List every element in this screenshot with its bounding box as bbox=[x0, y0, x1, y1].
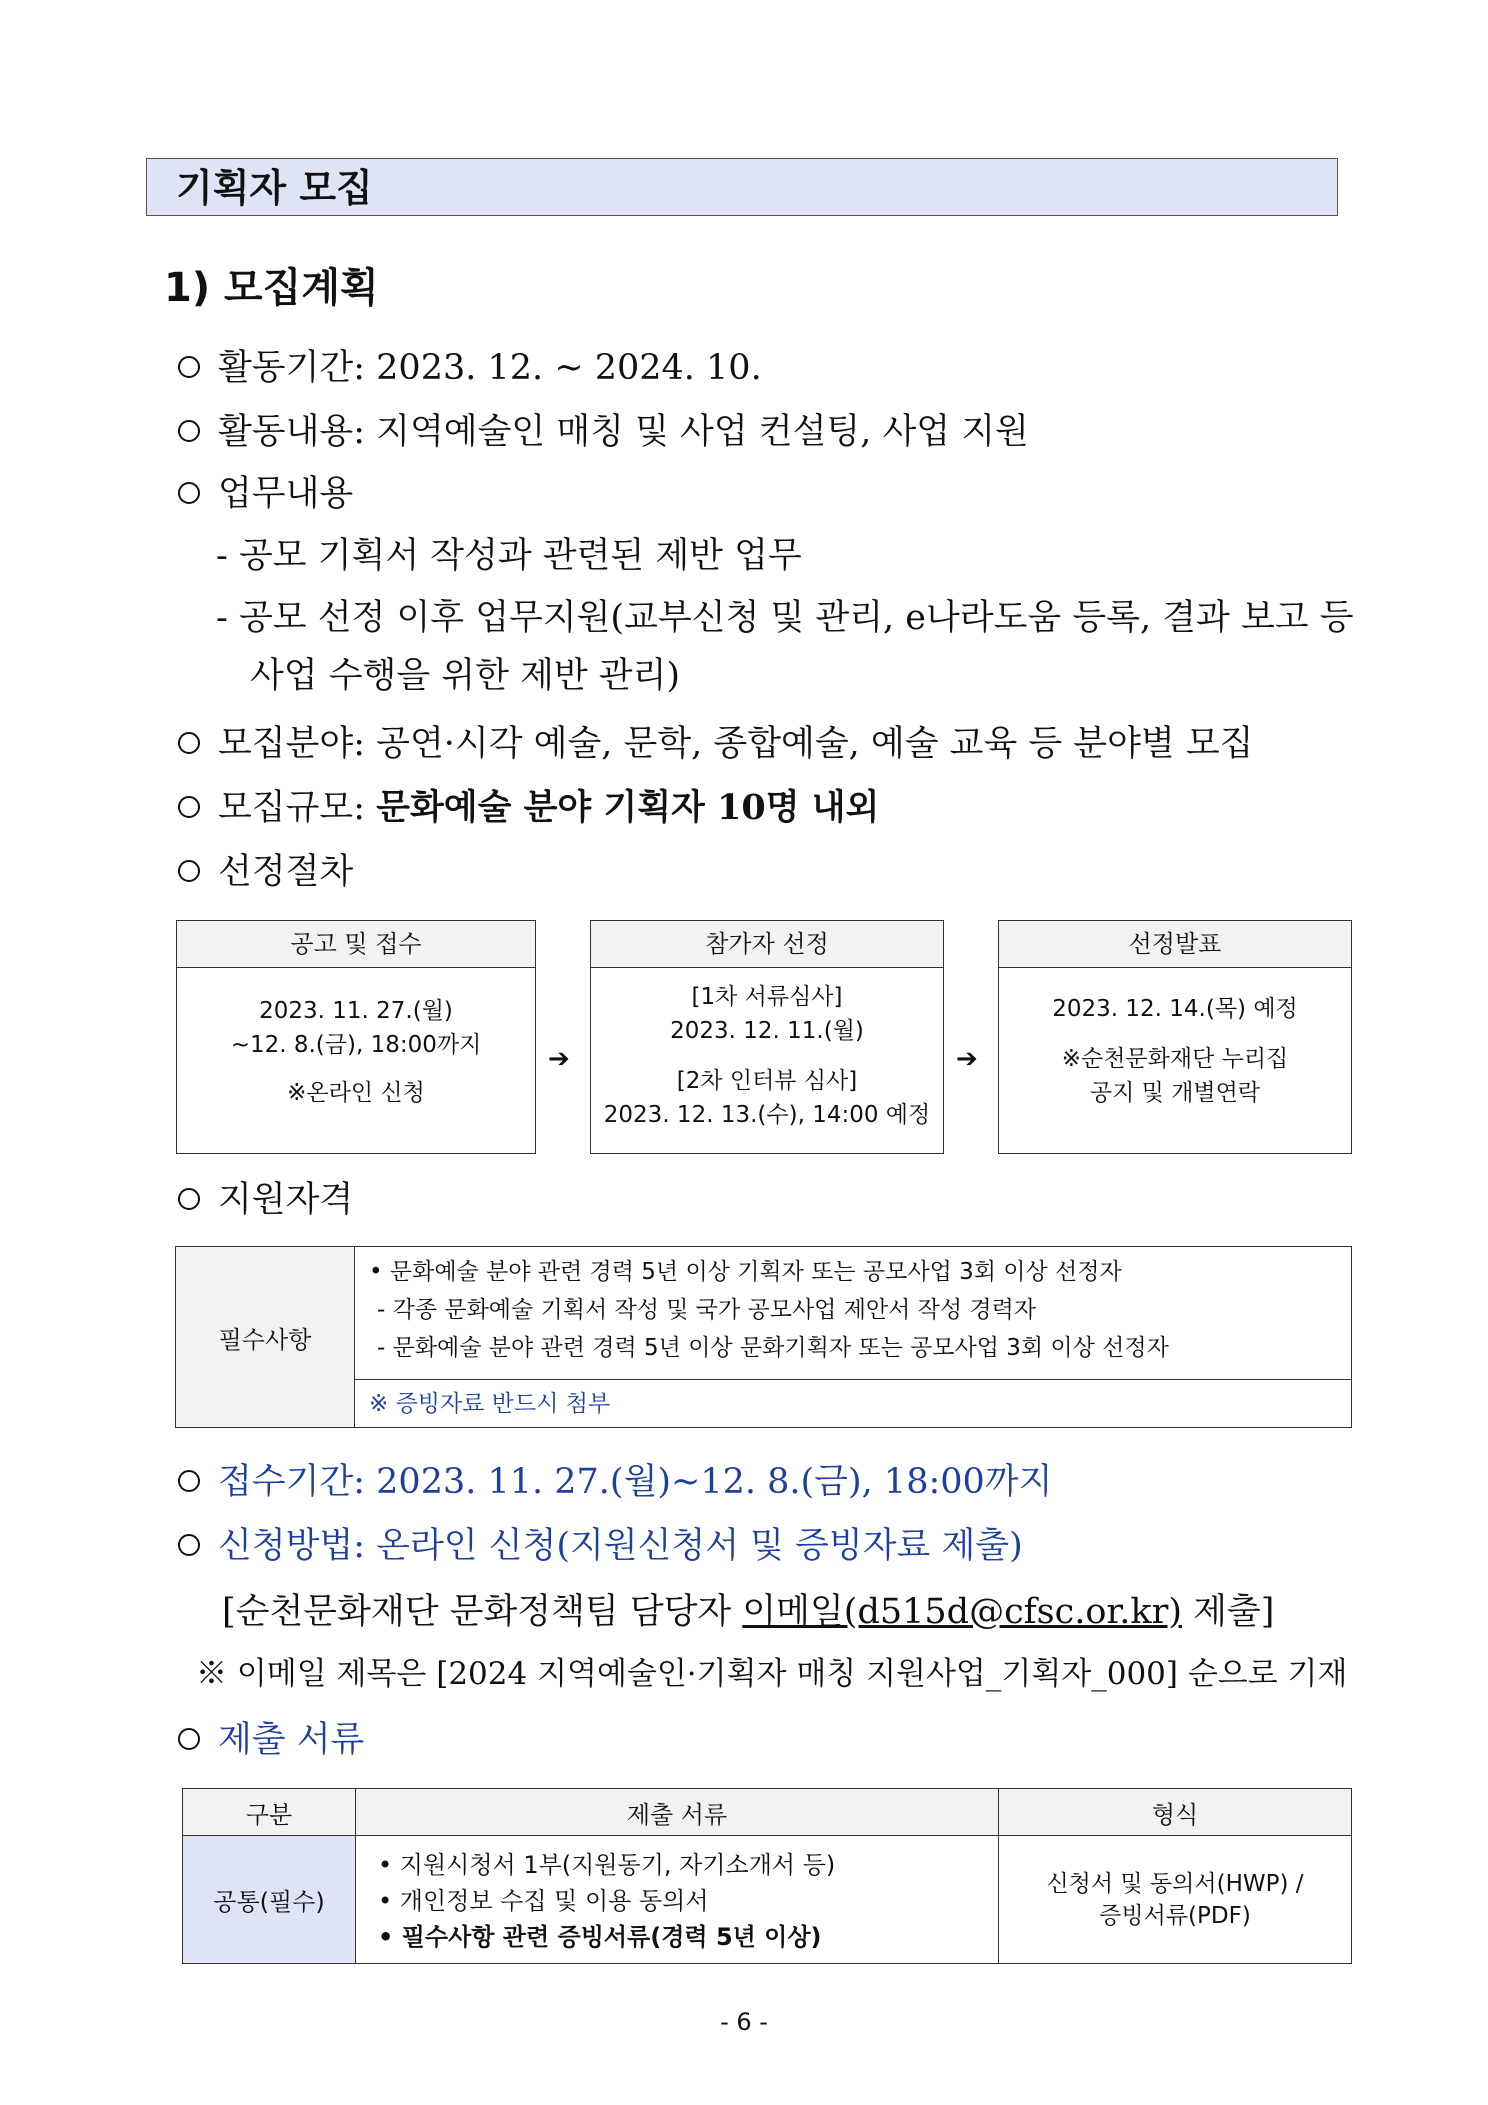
flow-step-line: 2023. 12. 11.(월) bbox=[670, 1018, 864, 1044]
documents-table bbox=[182, 1788, 1352, 1964]
circle-bullet-icon bbox=[178, 860, 200, 882]
flow-step-announcement bbox=[176, 920, 536, 1154]
flow-step-line: ~12. 8.(금), 18:00까지 bbox=[230, 1032, 482, 1058]
flow-step-line: 2023. 11. 27.(월) bbox=[259, 998, 453, 1024]
flow-step-line: 공지 및 개별연락 bbox=[1089, 1080, 1261, 1106]
circle-bullet-icon bbox=[178, 420, 200, 442]
qualification-label: 지원자격 bbox=[178, 1178, 353, 1222]
arrow-right-icon: ➔ bbox=[956, 1044, 978, 1074]
document-item: • 개인정보 수집 및 이용 동의서 bbox=[378, 1886, 709, 1915]
circle-bullet-icon bbox=[178, 1728, 200, 1750]
column-header-category: 구분 bbox=[183, 1789, 356, 1836]
activity-content: 활동내용: 지역예술인 매칭 및 사업 컨설팅, 사업 지원 bbox=[178, 410, 1029, 454]
flow-step-line: [2차 인터뷰 심사] bbox=[676, 1068, 858, 1094]
document-format: 증빙서류(PDF) bbox=[1099, 1902, 1251, 1929]
email-subject-note: ※ 이메일 제목은 [2024 지역예술인·기획자 매칭 지원사업_기획자_000] 순으로 기재 bbox=[196, 1656, 1348, 1692]
circle-bullet-icon bbox=[178, 1470, 200, 1492]
document-item: • 필수사항 관련 증빙서류(경력 5년 이상) bbox=[378, 1922, 822, 1951]
flow-step-line: 2023. 12. 14.(목) 예정 bbox=[1052, 996, 1298, 1022]
arrow-right-icon: ➔ bbox=[548, 1044, 570, 1074]
flow-step-head: 공고 및 접수 bbox=[177, 921, 535, 968]
qualification-line: - 문화예술 분야 관련 경력 5년 이상 문화기획자 또는 공모사업 3회 이상 선정자 bbox=[377, 1335, 1169, 1361]
circle-bullet-icon bbox=[178, 356, 200, 378]
document-item: • 지원시청서 1부(지원동기, 자기소개서 등) bbox=[378, 1850, 836, 1879]
recruit-scale: 모집규모: 문화예술 분야 기획자 10명 내외 bbox=[178, 786, 879, 830]
column-header-format: 형식 bbox=[999, 1789, 1352, 1836]
circle-bullet-icon bbox=[178, 482, 200, 504]
circle-bullet-icon bbox=[178, 796, 200, 818]
qualification-line: • 문화예술 분야 관련 경력 5년 이상 기획자 또는 공모사업 3회 이상 선정자 bbox=[369, 1259, 1122, 1285]
duty-item-2: - 공모 선정 이후 업무지원(교부신청 및 관리, e나라도움 등록, 결과 보고 등 bbox=[216, 598, 1354, 638]
circle-bullet-icon bbox=[178, 1534, 200, 1556]
qualification-note: ※ 증빙자료 반드시 첨부 bbox=[355, 1380, 1352, 1428]
reception-period: 접수기간: 2023. 11. 27.(월)~12. 8.(금), 18:00까지 bbox=[178, 1460, 1052, 1504]
procedure-label: 선정절차 bbox=[178, 850, 353, 894]
qualification-table bbox=[175, 1246, 1352, 1428]
flow-step-head: 참가자 선정 bbox=[591, 921, 943, 968]
duty-item-1: - 공모 기획서 작성과 관련된 제반 업무 bbox=[216, 536, 802, 576]
circle-bullet-icon bbox=[178, 732, 200, 754]
column-header-documents: 제출 서류 bbox=[356, 1789, 999, 1836]
heading-recruitment-plan: 1) 모집계획 bbox=[164, 265, 379, 311]
document-format: 신청서 및 동의서(HWP) / bbox=[1046, 1870, 1304, 1897]
apply-contact: [순천문화재단 문화정책팀 담당자 이메일(d515d@cfsc.or.kr) 제출] bbox=[222, 1592, 1275, 1632]
flow-step-line: [1차 서류심사] bbox=[691, 984, 843, 1010]
category-common-required: 공통(필수) bbox=[183, 1836, 356, 1964]
flow-step-head: 선정발표 bbox=[999, 921, 1351, 968]
flow-step-line: 2023. 12. 13.(수), 14:00 예정 bbox=[603, 1102, 931, 1128]
qualification-line: - 각종 문화예술 기획서 작성 및 국가 공모사업 제안서 작성 경력자 bbox=[377, 1297, 1037, 1323]
duties-label: 업무내용 bbox=[178, 472, 353, 516]
flow-step-selection bbox=[590, 920, 944, 1154]
flow-step-announcement-result bbox=[998, 920, 1352, 1154]
circle-bullet-icon bbox=[178, 1188, 200, 1210]
duty-item-2-cont: 사업 수행을 위한 제반 관리) bbox=[250, 656, 681, 696]
flow-step-line: ※순천문화재단 누리집 bbox=[1061, 1046, 1289, 1072]
flow-step-note: ※온라인 신청 bbox=[287, 1080, 425, 1106]
page-number: - 6 - bbox=[720, 2008, 768, 2036]
documents-label: 제출 서류 bbox=[178, 1718, 364, 1762]
required-label: 필수사항 bbox=[176, 1247, 355, 1428]
contact-email-link[interactable]: 이메일(d515d@cfsc.or.kr) bbox=[742, 1592, 1182, 1632]
activity-period: 활동기간: 2023. 12. ~ 2024. 10. bbox=[178, 346, 762, 390]
apply-method: 신청방법: 온라인 신청(지원신청서 및 증빙자료 제출) bbox=[178, 1524, 1023, 1568]
recruit-field: 모집분야: 공연·시각 예술, 문학, 종합예술, 예술 교육 등 분야별 모집 bbox=[178, 722, 1254, 766]
section-title: 기획자 모집 bbox=[176, 166, 373, 210]
